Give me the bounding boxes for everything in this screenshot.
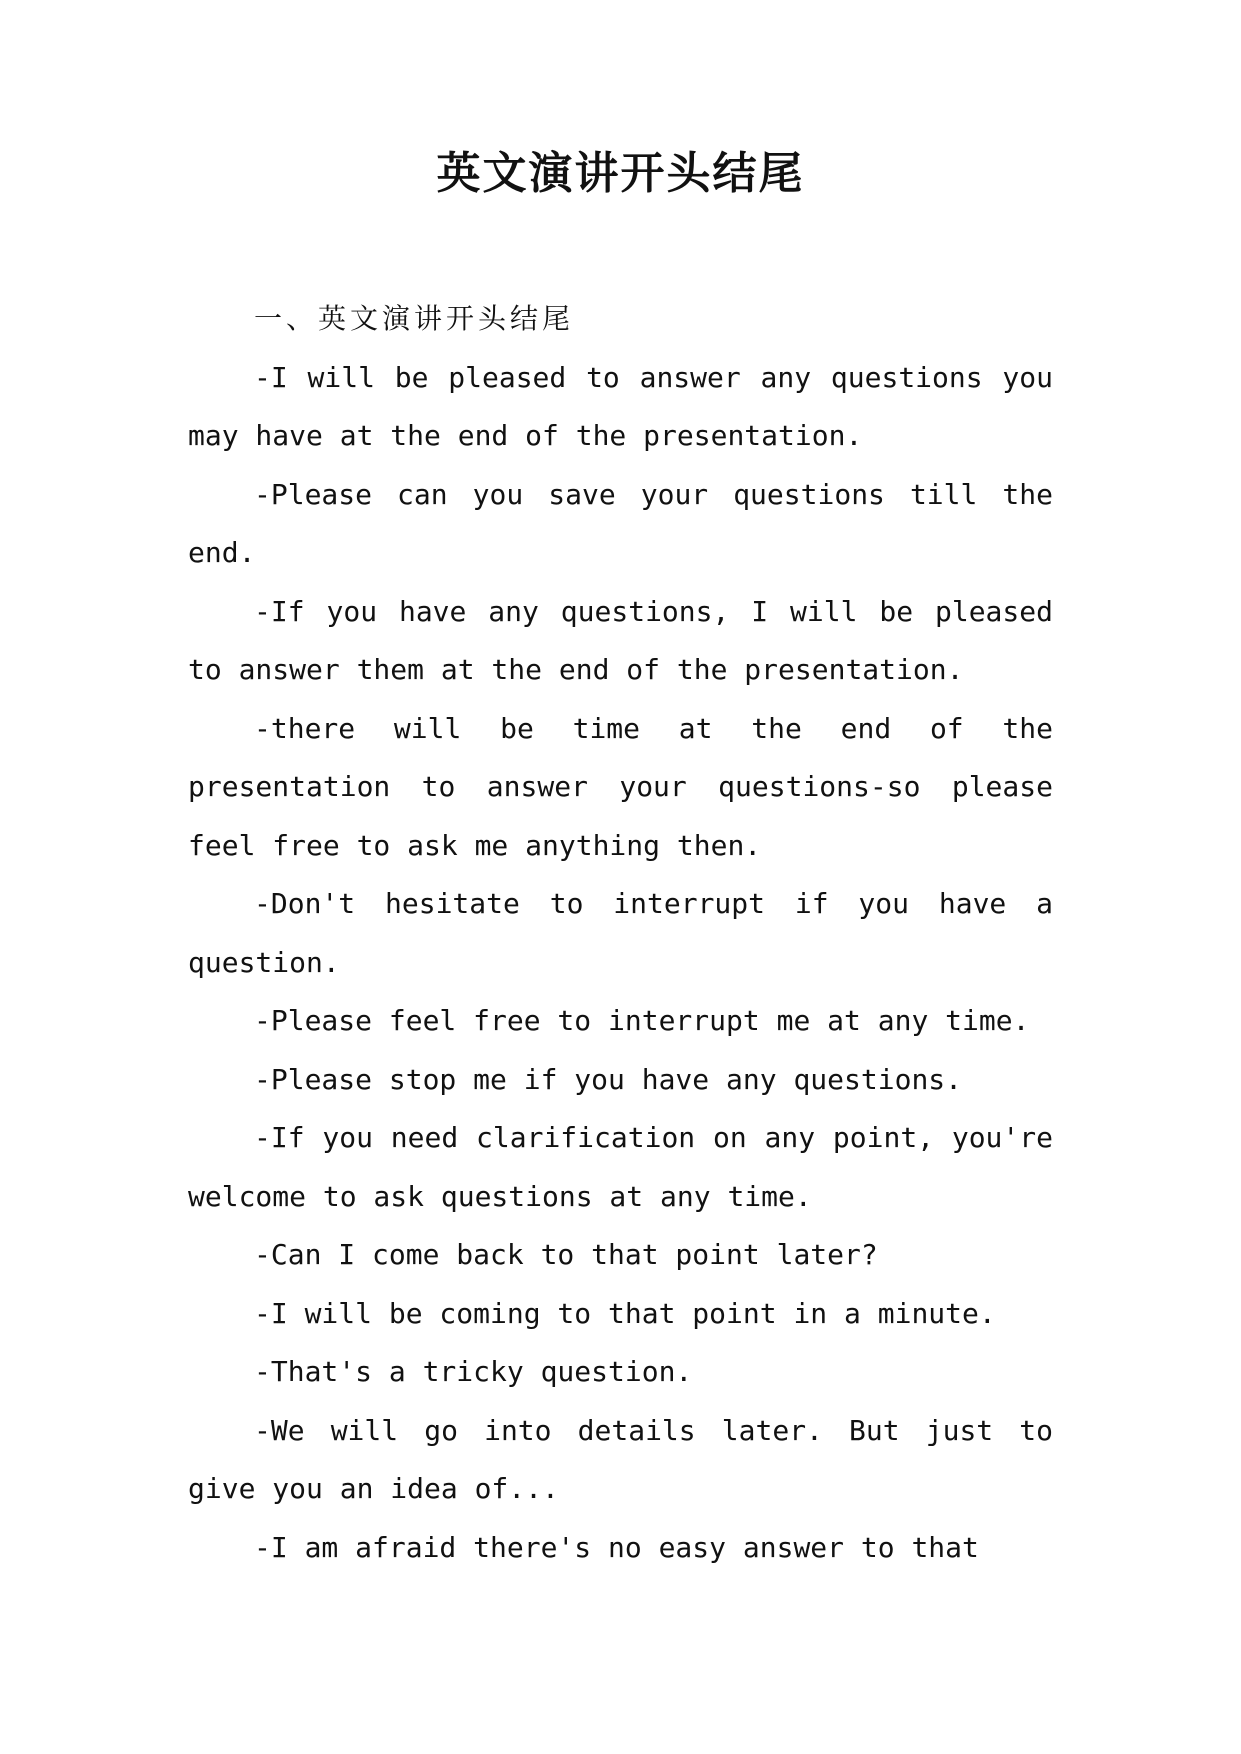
paragraph: -I will be pleased to answer any questions you may have at the end of the presentation.	[188, 360, 1053, 452]
paragraph: -If you need clarification on any point, you're welcome to ask questions at any time.	[188, 1121, 1053, 1213]
paragraph: -Please feel free to interrupt me at any time.	[254, 1004, 1030, 1037]
paragraph: -Don't hesitate to interrupt if you have a question.	[188, 887, 1053, 979]
paragraph: -Please stop me if you have any questions.	[254, 1062, 963, 1096]
section-heading: 一、英文演讲开头结尾	[254, 302, 575, 335]
paragraph: -That's a tricky question.	[254, 1355, 693, 1388]
paragraph: -We will go into details later. But just to give you an idea of...	[188, 1413, 1053, 1505]
paragraph: -Can I come back to that point later?	[254, 1238, 878, 1271]
paragraph: -I am afraid there's no easy answer to that	[254, 1530, 979, 1564]
paragraph: -I will be coming to that point in a minute.	[254, 1296, 996, 1330]
paragraph: -If you have any questions, I will be pleased to answer them at the end of the presentation.	[188, 594, 1053, 686]
paragraph: -Please can you save your questions till the end.	[188, 477, 1053, 569]
document-body	[188, 290, 1053, 1577]
document-title: 英文演讲开头结尾	[436, 148, 805, 199]
paragraph: -there will be time at the end of the presentation to answer your questions-so please feel free to ask me anything then.	[188, 711, 1053, 862]
